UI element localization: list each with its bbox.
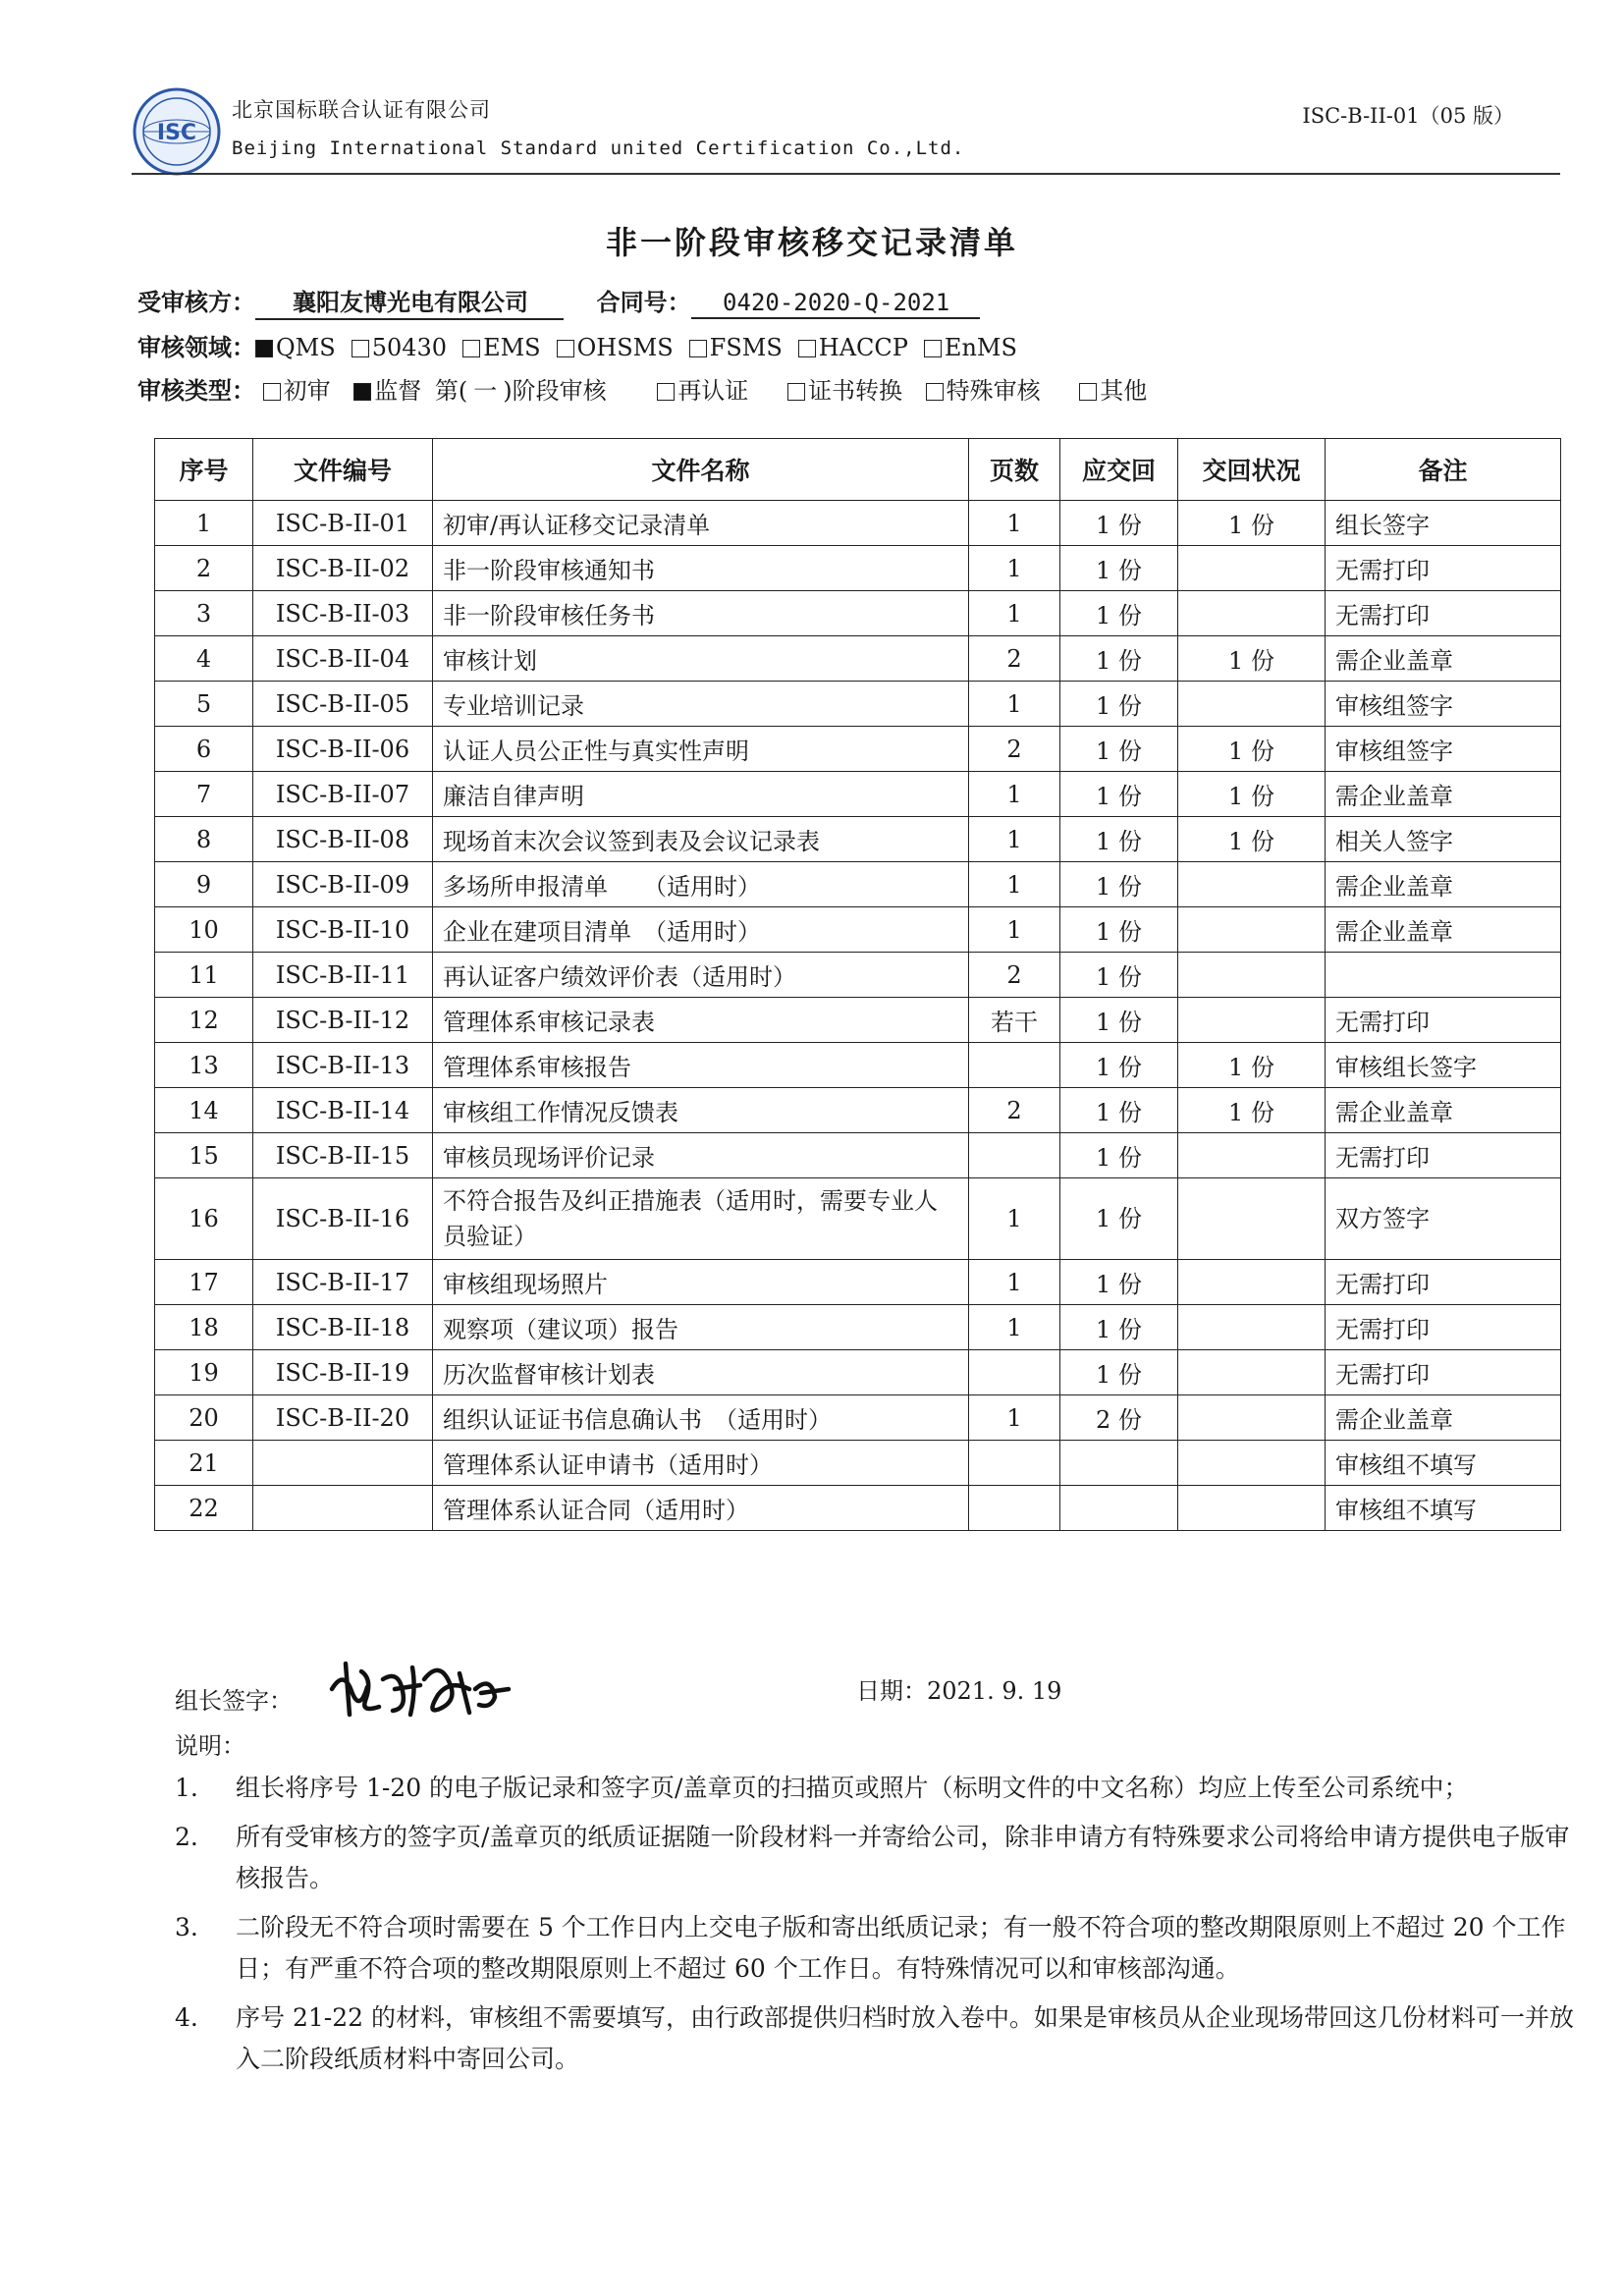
cell-due: 1 份 xyxy=(1060,727,1178,772)
note-text: 二阶段无不符合项时需要在 5 个工作日内上交电子版和寄出纸质记录；有一般不符合项的整改期限原则上不超过 20 个工作日；有严重不符合项的整改期限原则上不超过 60 个工作日。有特殊情况可以和审核部沟通。 xyxy=(236,1913,1566,1983)
cell-seq: 15 xyxy=(155,1133,253,1178)
cell-file-name: 管理体系认证合同（适用时） xyxy=(433,1486,969,1531)
cell-pages: 2 xyxy=(969,953,1060,998)
checkbox-field-3[interactable] xyxy=(557,340,574,357)
cell-returned xyxy=(1178,591,1326,636)
cell-file-code xyxy=(253,1486,433,1531)
cell-pages: 1 xyxy=(969,817,1060,862)
cell-remarks: 审核组签字 xyxy=(1326,682,1561,727)
field-option-label: QMS xyxy=(276,334,336,361)
company-name-cn: 北京国标联合认证有限公司 xyxy=(232,98,491,122)
cell-file-name: 现场首末次会议签到表及会议记录表 xyxy=(433,817,969,862)
cell-remarks: 相关人签字 xyxy=(1326,817,1561,862)
cell-remarks: 无需打印 xyxy=(1326,1133,1561,1178)
header-due: 应交回 xyxy=(1060,439,1178,501)
cell-file-code: ISC-B-II-14 xyxy=(253,1088,433,1133)
checkbox-transfer[interactable] xyxy=(787,383,805,401)
cell-remarks: 需企业盖章 xyxy=(1326,636,1561,682)
type-transfer-label: 证书转换 xyxy=(807,377,902,405)
field-option-label: FSMS xyxy=(709,334,783,361)
cell-due: 1 份 xyxy=(1060,998,1178,1043)
cell-due: 1 份 xyxy=(1060,817,1178,862)
cell-file-name: 非一阶段审核任务书 xyxy=(433,591,969,636)
cell-pages: 1 xyxy=(969,591,1060,636)
type-special-label: 特殊审核 xyxy=(946,377,1041,405)
auditee-label: 受审核方： xyxy=(137,289,255,316)
cell-returned: 1 份 xyxy=(1178,817,1326,862)
cell-returned xyxy=(1178,862,1326,907)
notes-list xyxy=(175,1768,1589,2088)
audit-field-label: 审核领域： xyxy=(137,334,255,361)
checkbox-recert[interactable] xyxy=(657,383,675,401)
header-file-code: 文件编号 xyxy=(253,439,433,501)
cell-file-code: ISC-B-II-02 xyxy=(253,546,433,591)
cell-file-code: ISC-B-II-20 xyxy=(253,1395,433,1441)
svg-text:ISC: ISC xyxy=(156,121,197,145)
company-name-en: Beijing International Standard united Certification Co.,Ltd. xyxy=(232,137,965,159)
table-row xyxy=(155,636,1561,682)
header-file-name: 文件名称 xyxy=(433,439,969,501)
cell-pages: 1 xyxy=(969,1395,1060,1441)
cell-returned xyxy=(1178,682,1326,727)
sign-date: 日期：2021. 9. 19 xyxy=(856,1677,1062,1705)
cell-file-code: ISC-B-II-18 xyxy=(253,1305,433,1350)
table-row xyxy=(155,1260,1561,1305)
table-row xyxy=(155,591,1561,636)
audit-type-label: 审核类型： xyxy=(137,377,255,405)
cell-seq: 2 xyxy=(155,546,253,591)
cell-file-code: ISC-B-II-17 xyxy=(253,1260,433,1305)
cell-file-code: ISC-B-II-07 xyxy=(253,772,433,817)
cell-remarks: 需企业盖章 xyxy=(1326,1088,1561,1133)
leader-signature-image xyxy=(322,1650,518,1728)
audit-field-line xyxy=(137,328,1023,362)
cell-file-name: 专业培训记录 xyxy=(433,682,969,727)
cell-file-name: 企业在建项目清单 （适用时） xyxy=(433,907,969,953)
cell-file-code: ISC-B-II-10 xyxy=(253,907,433,953)
cell-pages: 1 xyxy=(969,682,1060,727)
cell-pages: 1 xyxy=(969,907,1060,953)
note-number: 1. xyxy=(175,1774,198,1802)
cell-file-code: ISC-B-II-16 xyxy=(253,1178,433,1260)
cell-file-code: ISC-B-II-01 xyxy=(253,501,433,546)
audit-field-options xyxy=(255,334,1023,361)
cell-file-code: ISC-B-II-04 xyxy=(253,636,433,682)
cell-remarks: 无需打印 xyxy=(1326,1305,1561,1350)
cell-remarks: 需企业盖章 xyxy=(1326,772,1561,817)
cell-pages xyxy=(969,1441,1060,1486)
table-row xyxy=(155,1395,1561,1441)
cell-pages: 1 xyxy=(969,1260,1060,1305)
cell-returned xyxy=(1178,1350,1326,1395)
stage-prefix: 第( xyxy=(434,377,468,405)
cell-file-name: 审核组工作情况反馈表 xyxy=(433,1088,969,1133)
header-returned: 交回状况 xyxy=(1178,439,1326,501)
cell-due: 1 份 xyxy=(1060,1133,1178,1178)
header-divider xyxy=(132,173,1560,175)
stage-value[interactable]: 一 xyxy=(473,377,498,405)
header-seq: 序号 xyxy=(155,439,253,501)
checkbox-field-1[interactable] xyxy=(352,340,369,357)
cell-file-name: 审核组现场照片 xyxy=(433,1260,969,1305)
cell-due: 1 份 xyxy=(1060,636,1178,682)
type-surveillance-label: 监督 xyxy=(374,377,422,405)
note-text: 组长将序号 1-20 的电子版记录和签字页/盖章页的扫描页或照片（标明文件的中文名称）均应上传至公司系统中； xyxy=(236,1774,1469,1802)
cell-pages xyxy=(969,1133,1060,1178)
cell-file-code: ISC-B-II-12 xyxy=(253,998,433,1043)
table-row xyxy=(155,907,1561,953)
note-item xyxy=(175,1817,1589,1899)
cell-seq: 22 xyxy=(155,1486,253,1531)
table-row xyxy=(155,1043,1561,1088)
cell-file-name: 组织认证证书信息确认书 （适用时） xyxy=(433,1395,969,1441)
cell-seq: 3 xyxy=(155,591,253,636)
cell-remarks xyxy=(1326,953,1561,998)
checkbox-other[interactable] xyxy=(1079,383,1097,401)
cell-file-name: 多场所申报清单 （适用时） xyxy=(433,862,969,907)
cell-seq: 1 xyxy=(155,501,253,546)
table-row xyxy=(155,501,1561,546)
cell-remarks: 审核组不填写 xyxy=(1326,1486,1561,1531)
cell-seq: 16 xyxy=(155,1178,253,1260)
note-item xyxy=(175,1997,1589,2080)
cell-seq: 17 xyxy=(155,1260,253,1305)
cell-file-code: ISC-B-II-05 xyxy=(253,682,433,727)
cell-remarks: 审核组长签字 xyxy=(1326,1043,1561,1088)
cell-file-name: 管理体系认证申请书（适用时） xyxy=(433,1441,969,1486)
table-row xyxy=(155,772,1561,817)
cell-pages: 若干 xyxy=(969,998,1060,1043)
cell-returned xyxy=(1178,953,1326,998)
cell-seq: 18 xyxy=(155,1305,253,1350)
cell-file-code: ISC-B-II-11 xyxy=(253,953,433,998)
table-header-row xyxy=(155,439,1561,501)
table-row xyxy=(155,1305,1561,1350)
cell-due: 1 份 xyxy=(1060,1043,1178,1088)
auditee-line xyxy=(137,283,980,320)
cell-due: 1 份 xyxy=(1060,546,1178,591)
notes-title: 说明： xyxy=(175,1732,245,1760)
note-number: 3. xyxy=(175,1913,198,1941)
type-recert-label: 再认证 xyxy=(677,377,749,405)
cell-due: 1 份 xyxy=(1060,772,1178,817)
checkbox-surveillance[interactable] xyxy=(353,383,371,401)
cell-file-name: 历次监督审核计划表 xyxy=(433,1350,969,1395)
checkbox-field-5[interactable] xyxy=(798,340,816,357)
cell-due: 1 份 xyxy=(1060,907,1178,953)
table-row xyxy=(155,817,1561,862)
table-row xyxy=(155,1441,1561,1486)
cell-seq: 20 xyxy=(155,1395,253,1441)
note-number: 2. xyxy=(175,1823,198,1851)
cell-due: 2 份 xyxy=(1060,1395,1178,1441)
cell-returned xyxy=(1178,1305,1326,1350)
cell-file-code: ISC-B-II-09 xyxy=(253,862,433,907)
cell-remarks: 双方签字 xyxy=(1326,1178,1561,1260)
cell-seq: 6 xyxy=(155,727,253,772)
field-option-label: OHSMS xyxy=(576,334,674,361)
note-item xyxy=(175,1768,1589,1809)
cell-due: 1 份 xyxy=(1060,1350,1178,1395)
cell-due: 1 份 xyxy=(1060,1260,1178,1305)
cell-seq: 19 xyxy=(155,1350,253,1395)
table-row xyxy=(155,953,1561,998)
isc-logo xyxy=(132,86,222,177)
note-text: 所有受审核方的签字页/盖章页的纸质证据随一阶段材料一并寄给公司，除非申请方有特殊要求公司将给申请方提供电子版审核报告。 xyxy=(236,1823,1570,1892)
cell-remarks: 需企业盖章 xyxy=(1326,862,1561,907)
field-option-label: EMS xyxy=(483,334,541,361)
cell-returned: 1 份 xyxy=(1178,501,1326,546)
cell-file-name: 审核计划 xyxy=(433,636,969,682)
contract-label: 合同号： xyxy=(596,289,691,316)
field-option-label: EnMS xyxy=(944,334,1017,361)
cell-seq: 21 xyxy=(155,1441,253,1486)
table-body xyxy=(155,501,1561,1531)
stage-suffix: )阶段审核 xyxy=(503,377,607,405)
contract-value[interactable]: 0420-2020-Q-2021 xyxy=(691,289,980,319)
cell-file-name: 管理体系审核记录表 xyxy=(433,998,969,1043)
table-row xyxy=(155,1178,1561,1260)
cell-due: 1 份 xyxy=(1060,1178,1178,1260)
cell-pages: 1 xyxy=(969,772,1060,817)
table-row xyxy=(155,1486,1561,1531)
type-other-label: 其他 xyxy=(1100,377,1148,405)
table-row xyxy=(155,546,1561,591)
document-title: 非一阶段审核移交记录清单 xyxy=(605,224,1018,261)
checkbox-special[interactable] xyxy=(926,383,944,401)
cell-file-code: ISC-B-II-08 xyxy=(253,817,433,862)
cell-pages: 2 xyxy=(969,1088,1060,1133)
cell-pages: 1 xyxy=(969,1305,1060,1350)
cell-pages: 1 xyxy=(969,1178,1060,1260)
cell-due xyxy=(1060,1441,1178,1486)
cell-returned: 1 份 xyxy=(1178,1043,1326,1088)
cell-remarks: 审核组签字 xyxy=(1326,727,1561,772)
cell-due: 1 份 xyxy=(1060,682,1178,727)
cell-file-name: 认证人员公正性与真实性声明 xyxy=(433,727,969,772)
cell-returned: 1 份 xyxy=(1178,772,1326,817)
cell-seq: 8 xyxy=(155,817,253,862)
cell-returned xyxy=(1178,1395,1326,1441)
cell-seq: 13 xyxy=(155,1043,253,1088)
cell-file-code xyxy=(253,1441,433,1486)
checkbox-field-0[interactable] xyxy=(255,340,273,357)
table-row xyxy=(155,682,1561,727)
note-item xyxy=(175,1907,1589,1990)
checkbox-field-4[interactable] xyxy=(689,340,707,357)
cell-remarks: 无需打印 xyxy=(1326,591,1561,636)
cell-due xyxy=(1060,1486,1178,1531)
cell-returned: 1 份 xyxy=(1178,1088,1326,1133)
cell-seq: 14 xyxy=(155,1088,253,1133)
cell-remarks: 无需打印 xyxy=(1326,998,1561,1043)
cell-file-name: 不符合报告及纠正措施表（适用时，需要专业人员验证） xyxy=(433,1178,969,1260)
cell-pages: 1 xyxy=(969,501,1060,546)
cell-pages: 1 xyxy=(969,862,1060,907)
cell-file-code: ISC-B-II-03 xyxy=(253,591,433,636)
table-row xyxy=(155,1133,1561,1178)
cell-returned: 1 份 xyxy=(1178,727,1326,772)
cell-remarks: 需企业盖章 xyxy=(1326,1395,1561,1441)
cell-due: 1 份 xyxy=(1060,501,1178,546)
header-remarks: 备注 xyxy=(1326,439,1561,501)
cell-seq: 7 xyxy=(155,772,253,817)
cell-file-code: ISC-B-II-19 xyxy=(253,1350,433,1395)
cell-returned xyxy=(1178,907,1326,953)
cell-file-name: 管理体系审核报告 xyxy=(433,1043,969,1088)
handover-record-table xyxy=(154,438,1561,1531)
cell-due: 1 份 xyxy=(1060,591,1178,636)
table-row xyxy=(155,998,1561,1043)
cell-file-code: ISC-B-II-15 xyxy=(253,1133,433,1178)
cell-seq: 11 xyxy=(155,953,253,998)
cell-returned xyxy=(1178,1133,1326,1178)
cell-file-name: 初审/再认证移交记录清单 xyxy=(433,501,969,546)
cell-file-name: 审核员现场评价记录 xyxy=(433,1133,969,1178)
note-number: 4. xyxy=(175,2003,198,2032)
cell-pages xyxy=(969,1043,1060,1088)
cell-returned xyxy=(1178,1178,1326,1260)
field-option-label: 50430 xyxy=(371,334,448,361)
cell-seq: 10 xyxy=(155,907,253,953)
audit-type-line xyxy=(137,371,1153,406)
cell-file-code: ISC-B-II-06 xyxy=(253,727,433,772)
cell-due: 1 份 xyxy=(1060,953,1178,998)
cell-pages xyxy=(969,1350,1060,1395)
table-row xyxy=(155,1350,1561,1395)
header-pages: 页数 xyxy=(969,439,1060,501)
cell-pages: 2 xyxy=(969,636,1060,682)
cell-seq: 9 xyxy=(155,862,253,907)
cell-file-code: ISC-B-II-13 xyxy=(253,1043,433,1088)
cell-file-name: 再认证客户绩效评价表（适用时） xyxy=(433,953,969,998)
cell-remarks: 无需打印 xyxy=(1326,1350,1561,1395)
checkbox-field-6[interactable] xyxy=(924,340,942,357)
note-text: 序号 21-22 的材料，审核组不需要填写，由行政部提供归档时放入卷中。如果是审核员从企业现场带回这几份材料可一并放入二阶段纸质材料中寄回公司。 xyxy=(236,2003,1574,2073)
cell-seq: 12 xyxy=(155,998,253,1043)
auditee-value[interactable]: 襄阳友博光电有限公司 xyxy=(255,283,564,320)
cell-remarks: 无需打印 xyxy=(1326,546,1561,591)
cell-returned: 1 份 xyxy=(1178,636,1326,682)
cell-file-name: 廉洁自律声明 xyxy=(433,772,969,817)
table-row xyxy=(155,727,1561,772)
checkbox-field-2[interactable] xyxy=(462,340,480,357)
cell-seq: 4 xyxy=(155,636,253,682)
form-code: ISC-B-II-01（05 版） xyxy=(1302,104,1514,128)
cell-seq: 5 xyxy=(155,682,253,727)
checkbox-initial[interactable] xyxy=(263,383,281,401)
cell-remarks: 组长签字 xyxy=(1326,501,1561,546)
cell-returned xyxy=(1178,1441,1326,1486)
cell-pages xyxy=(969,1486,1060,1531)
table-row xyxy=(155,1088,1561,1133)
cell-pages: 1 xyxy=(969,546,1060,591)
cell-returned xyxy=(1178,1260,1326,1305)
table-row xyxy=(155,862,1561,907)
cell-file-name: 非一阶段审核通知书 xyxy=(433,546,969,591)
leader-sign-label: 组长签字： xyxy=(175,1687,293,1715)
cell-due: 1 份 xyxy=(1060,1305,1178,1350)
cell-due: 1 份 xyxy=(1060,862,1178,907)
cell-file-name: 观察项（建议项）报告 xyxy=(433,1305,969,1350)
field-option-label: HACCP xyxy=(818,334,908,361)
cell-due: 1 份 xyxy=(1060,1088,1178,1133)
cell-returned xyxy=(1178,1486,1326,1531)
cell-pages: 2 xyxy=(969,727,1060,772)
type-initial-label: 初审 xyxy=(283,377,331,405)
cell-remarks: 审核组不填写 xyxy=(1326,1441,1561,1486)
cell-remarks: 需企业盖章 xyxy=(1326,907,1561,953)
cell-returned xyxy=(1178,546,1326,591)
cell-returned xyxy=(1178,998,1326,1043)
cell-remarks: 无需打印 xyxy=(1326,1260,1561,1305)
